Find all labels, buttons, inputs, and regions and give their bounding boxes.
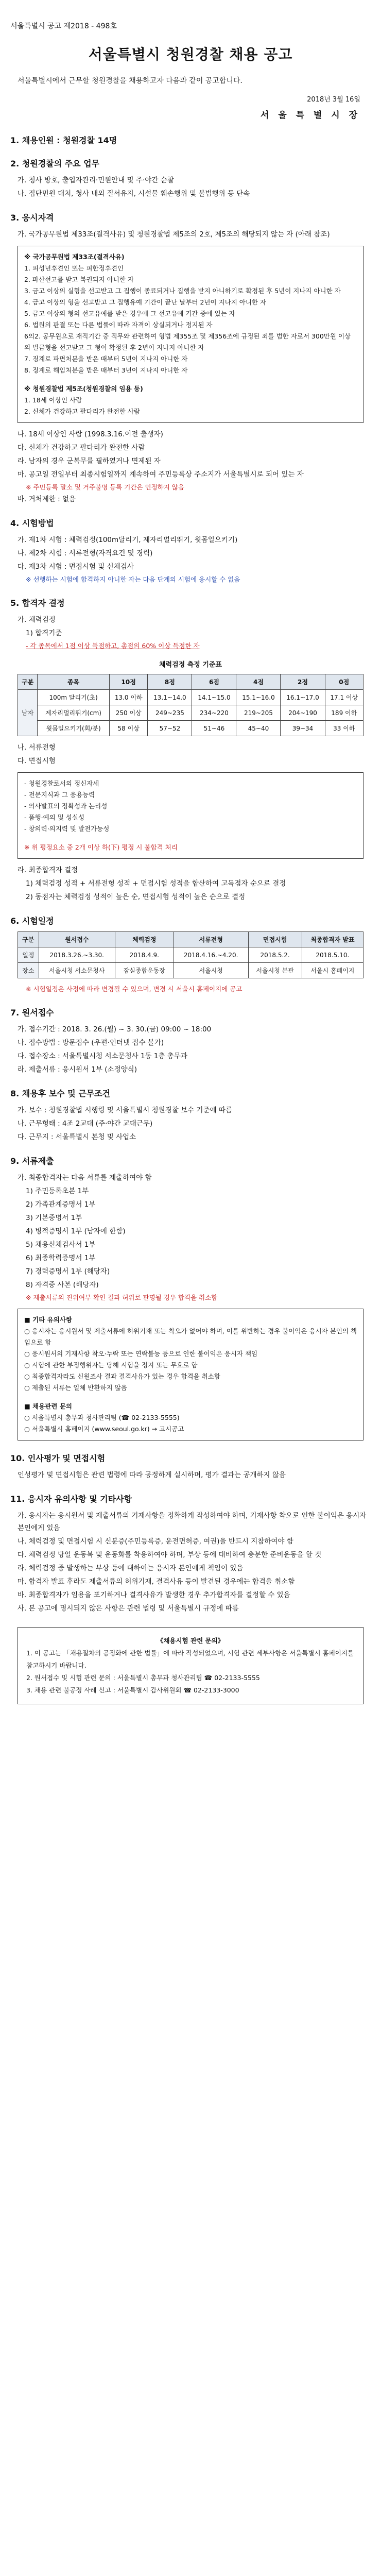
qualification-line: 마. 공고일 전일부터 최종시험일까지 계속하여 주민등록상 주소지가 서울특별시로 되어 있는 자 bbox=[18, 470, 304, 479]
disqualification-box bbox=[18, 246, 363, 423]
exam-method-line: 가. 제1차 시험 : 체력검정(100m달리기, 제자리멀리뛰기, 윗몸일으키기) bbox=[18, 536, 238, 544]
table-header: 면접시험 bbox=[248, 932, 302, 947]
pass-item: 가. 체력검정 bbox=[18, 616, 56, 624]
pass-item: 다. 면접시험 bbox=[18, 757, 56, 765]
criteria-line: - 의사발표의 정확성과 논리성 bbox=[24, 802, 108, 810]
fitness-table bbox=[18, 674, 363, 736]
caution-line: 바. 최종합격자가 임용을 포기하거나 결격사유가 발생한 경우 추가합격자를 결정할 수 있음 bbox=[18, 1591, 290, 1599]
qualification-line: 나. 18세 이상인 사람 (1998.3.16.이전 출생자) bbox=[18, 430, 163, 438]
page-title: 서울특별시 청원경찰 채용 공고 bbox=[88, 46, 293, 63]
document-line: 4) 병적증명서 1부 (남자에 한함) bbox=[26, 1227, 126, 1235]
section-2-heading: 2. 청원경찰의 주요 업무 bbox=[10, 159, 100, 168]
contact-title: 《채용시험 관련 문의》 bbox=[157, 1637, 224, 1645]
table-cell: 100m 달리기(초) bbox=[38, 690, 110, 705]
section-8-heading: 8. 채용후 보수 및 근무조건 bbox=[10, 1089, 111, 1098]
caution-line: 가. 응시자는 응시원서 및 제출서류의 기재사항을 정확하게 작성하여야 하며, 기재사항 착오로 인한 불이익은 응시자 본인에게 있음 bbox=[18, 1512, 367, 1532]
section-11-heading: 11. 응시자 유의사항 및 기타사항 bbox=[10, 1494, 132, 1504]
table-cell: 서울시청 서소문청사 bbox=[39, 963, 115, 978]
criteria-line: - 창의력·의지력 및 발전가능성 bbox=[24, 825, 110, 833]
table-header: 2점 bbox=[281, 674, 325, 690]
table-header: 서류전형 bbox=[174, 932, 248, 947]
table-row bbox=[18, 690, 363, 705]
table-cell: 219~205 bbox=[236, 705, 281, 721]
exam-method-note: ※ 선행하는 시험에 합격하지 아니한 자는 다음 단계의 시험에 응시할 수 없음 bbox=[26, 575, 240, 583]
table-cell: 15.1~16.0 bbox=[236, 690, 281, 705]
caution-line: 마. 합격자 발표 후라도 제출서류의 허위기재, 결격사유 등이 발견된 경우에는 합격을 취소함 bbox=[18, 1578, 295, 1586]
table-cell: 잠실종합운동장 bbox=[115, 963, 174, 978]
document-line: 7) 경력증명서 1부 (해당자) bbox=[26, 1267, 110, 1276]
duty-line: 가. 청사 방호, 출입자관리·민원안내 및 주·야간 순찰 bbox=[18, 176, 174, 184]
table-header: 8점 bbox=[148, 674, 192, 690]
table-cell: 189 이하 bbox=[325, 705, 363, 721]
box-title: ※ 국가공무원법 제33조(결격사유) bbox=[24, 253, 125, 261]
pass-criteria: - 각 종목에서 1점 이상 득점하고, 총점의 60% 이상 득점한 자 bbox=[26, 642, 200, 650]
interview-criteria-box bbox=[18, 772, 363, 859]
box-line: ○ 응시자는 응시원서 및 제출서류에 허위기재 또는 착오가 없어야 하며, 이를 위반하는 경우 불이익은 응시자 본인의 책임으로 함 bbox=[24, 1327, 357, 1346]
section-3-heading: 3. 응시자격 bbox=[10, 213, 54, 223]
fitness-table-title: 체력검정 측정 기준표 bbox=[159, 661, 222, 669]
box-line: 1. 피성년후견인 또는 피한정후견인 bbox=[24, 264, 124, 272]
table-row bbox=[18, 705, 363, 721]
contact-box bbox=[18, 1627, 363, 1704]
caution-line: 사. 본 공고에 명시되지 않은 사항은 관련 법령 및 서울특별시 규정에 따름 bbox=[18, 1604, 239, 1613]
table-cell: 서울시 홈페이지 bbox=[302, 963, 363, 978]
document-line: 1) 주민등록초본 1부 bbox=[26, 1187, 89, 1195]
duty-line: 나. 집단민원 대처, 청사 내외 질서유지, 시설물 훼손행위 및 불법행위 등 단속 bbox=[18, 190, 250, 198]
box-line: 2. 신체가 건강하고 팔다리가 완전한 사람 bbox=[24, 408, 140, 415]
contact-line: 2. 원서접수 및 시험 관련 문의 : 서울특별시 총무과 청사관리팀 ☎ 02-2133-5555 bbox=[26, 1674, 260, 1682]
document-line: 6) 최종학력증명서 1부 bbox=[26, 1254, 96, 1262]
table-cell: 249~235 bbox=[148, 705, 192, 721]
table-cell: 17.1 이상 bbox=[325, 690, 363, 705]
table-cell: 서울시청 본관 bbox=[248, 963, 302, 978]
table-cell: 58 이상 bbox=[109, 721, 147, 736]
box-title: ■ 채용관련 문의 bbox=[24, 1402, 72, 1410]
exam-method-line: 나. 제2차 시험 : 서류전형(자격요건 및 경력) bbox=[18, 549, 153, 557]
application-line: 라. 제출서류 : 응시원서 1부 (소정양식) bbox=[18, 1065, 137, 1074]
table-cell: 2018.4.16.~4.20. bbox=[174, 947, 248, 963]
qualification-line: 가. 국가공무원법 제33조(결격사유) 및 청원경찰법 제5조의 2호, 제5조의 해당되지 않는 자 (아래 참조) bbox=[18, 230, 330, 239]
box-line: ○ 응시원서의 기재사항 착오·누락 또는 연락불능 등으로 인한 불이익은 응시자 책임 bbox=[24, 1350, 258, 1358]
final-pass-line: 1) 체력검정 성적 + 서류전형 성적 + 면접시험 성적을 합산하여 고득점자 순으로 결정 bbox=[26, 879, 286, 888]
caution-line: 나. 체력검정 및 면접시험 시 신분증(주민등록증, 운전면허증, 여권)을 반드시 지참하여야 함 bbox=[18, 1537, 293, 1546]
table-cell: 장소 bbox=[18, 963, 39, 978]
application-line: 다. 접수장소 : 서울특별시청 서소문청사 1동 1층 총무과 bbox=[18, 1052, 187, 1060]
table-cell: 250 이상 bbox=[109, 705, 147, 721]
box-title: ■ 기타 유의사항 bbox=[24, 1316, 72, 1324]
box-line: 8. 징계로 해임처분을 받은 때부터 3년이 지나지 아니한 자 bbox=[24, 366, 188, 374]
caution-line: 라. 체력검정 중 발생하는 부상 등에 대하여는 응시자 본인에게 책임이 있음 bbox=[18, 1564, 244, 1572]
condition-line: 나. 근무형태 : 4조 2교대 (주·야간 교대근무) bbox=[18, 1120, 153, 1128]
pass-item: 라. 최종합격자 결정 bbox=[18, 866, 78, 874]
section-6-heading: 6. 시험일정 bbox=[10, 916, 54, 926]
table-header: 0점 bbox=[325, 674, 363, 690]
table-cell: 45~40 bbox=[236, 721, 281, 736]
document-line: 2) 가족관계증명서 1부 bbox=[26, 1200, 96, 1209]
table-cell: 39~34 bbox=[281, 721, 325, 736]
table-cell: 13.1~14.0 bbox=[148, 690, 192, 705]
table-header: 종목 bbox=[38, 674, 110, 690]
table-header: 체력검정 bbox=[115, 932, 174, 947]
box-line: 6의2. 공무원으로 재직기간 중 직무와 관련하여 형법 제355조 및 제356조에 규정된 죄를 범한 자로서 300만원 이상의 벌금형을 선고받고 그 형이 확정된 후 2년이 지나지 아니한 자 bbox=[24, 332, 351, 351]
criteria-line: - 청원경찰로서의 정신자세 bbox=[24, 779, 99, 787]
table-cell: 2018.3.26.~3.30. bbox=[39, 947, 115, 963]
table-cell: 204~190 bbox=[281, 705, 325, 721]
box-line: ○ 최종합격자라도 신원조사 결과 결격사유가 있는 경우 합격을 취소함 bbox=[24, 1372, 220, 1380]
intro-text: 서울특별시에서 근무할 청원경찰을 채용하고자 다음과 같이 공고합니다. bbox=[18, 77, 243, 85]
condition-line: 다. 근무지 : 서울특별시 본청 및 사업소 bbox=[18, 1133, 136, 1141]
table-cell: 2018.4.9. bbox=[115, 947, 174, 963]
contact-line: 3. 채용 관련 불공정 사례 신고 : 서울특별시 감사위원회 ☎ 02-2133-3000 bbox=[26, 1686, 239, 1694]
issuer: 서 울 특 별 시 장 bbox=[260, 110, 360, 121]
table-header: 원서접수 bbox=[39, 932, 115, 947]
document-line: 3) 기본증명서 1부 bbox=[26, 1214, 82, 1222]
schedule-note: ※ 시험일정은 사정에 따라 변경될 수 있으며, 변경 시 서울시 홈페이지에 공고 bbox=[26, 985, 243, 993]
box-line: 7. 징계로 파면처분을 받은 때부터 5년이 지나지 아니한 자 bbox=[24, 355, 188, 363]
table-row bbox=[18, 947, 363, 963]
residence-note: ※ 주민등록 말소 및 거주불명 등록 기간은 인정하지 않음 bbox=[26, 483, 184, 491]
notice-page bbox=[10, 0, 371, 1704]
table-cell: 남자 bbox=[18, 690, 38, 736]
box-line: 2. 파산선고를 받고 복권되지 아니한 자 bbox=[24, 276, 134, 283]
table-cell: 57~52 bbox=[148, 721, 192, 736]
box-line: 1. 18세 이상인 사람 bbox=[24, 396, 82, 404]
table-cell: 2018.5.2. bbox=[248, 947, 302, 963]
fitness-table-wrap bbox=[18, 674, 363, 736]
box-line: ○ 서울특별시 총무과 청사관리팀 (☎ 02-2133-5555) bbox=[24, 1414, 180, 1421]
section-7-heading: 7. 원서접수 bbox=[10, 1008, 54, 1018]
table-header: 구분 bbox=[18, 674, 38, 690]
table-row bbox=[18, 721, 363, 736]
pass-item: 1) 합격기준 bbox=[26, 629, 62, 637]
schedule-table-wrap bbox=[18, 931, 363, 978]
notice-date: 2018년 3월 16일 bbox=[307, 96, 360, 104]
section-9-heading: 9. 서류제출 bbox=[10, 1156, 54, 1166]
qualification-line: 바. 거처제한 : 없음 bbox=[18, 495, 76, 503]
table-cell: 제자리멀리뛰기(cm) bbox=[38, 705, 110, 721]
table-cell: 33 이하 bbox=[325, 721, 363, 736]
table-cell: 14.1~15.0 bbox=[192, 690, 236, 705]
table-cell: 2018.5.10. bbox=[302, 947, 363, 963]
schedule-table bbox=[18, 931, 363, 978]
section-10-heading: 10. 인사평가 및 면접시험 bbox=[10, 1453, 106, 1463]
table-row bbox=[18, 963, 363, 978]
box-line: 4. 금고 이상의 형을 선고받고 그 집행유예 기간이 끝난 날부터 2년이 지나지 아니한 자 bbox=[24, 298, 267, 306]
box-title: ※ 청원경찰법 제5조(청원경찰의 임용 등) bbox=[24, 385, 143, 393]
document-note: ※ 제출서류의 진위여부 확인 결과 허위로 판명될 경우 합격을 취소함 bbox=[26, 1294, 218, 1301]
criteria-line: - 품행·예의 및 성실성 bbox=[24, 814, 85, 821]
notice-box bbox=[18, 1309, 363, 1440]
table-cell: 13.0 이하 bbox=[109, 690, 147, 705]
table-cell: 서울시청 bbox=[174, 963, 248, 978]
table-cell: 윗몸일으키기(회/분) bbox=[38, 721, 110, 736]
pass-item: 나. 서류전형 bbox=[18, 743, 56, 752]
condition-line: 가. 보수 : 청원경찰법 시행령 및 서울특별시 청원경찰 보수 기준에 따름 bbox=[18, 1106, 232, 1114]
criteria-line: - 전문지식과 그 응용능력 bbox=[24, 791, 95, 799]
table-cell: 51~46 bbox=[192, 721, 236, 736]
document-line: 5) 채용신체검사서 1부 bbox=[26, 1241, 96, 1249]
section-5-heading: 5. 합격자 결정 bbox=[10, 598, 65, 608]
table-header: 최종합격자 발표 bbox=[302, 932, 363, 947]
box-line: 6. 법원의 판결 또는 다른 법률에 따라 자격이 상실되거나 정지된 자 bbox=[24, 321, 213, 329]
table-header: 4점 bbox=[236, 674, 281, 690]
section-4-heading: 4. 시험방법 bbox=[10, 518, 54, 528]
document-line: 8) 자격증 사본 (해당자) bbox=[26, 1281, 99, 1289]
final-pass-line: 2) 동점자는 체력검정 성적이 높은 순, 면접시험 성적이 높은 순으로 결정 bbox=[26, 893, 246, 901]
notice-number: 서울특별시 공고 제2018 - 498호 bbox=[10, 22, 117, 30]
caution-line: 다. 체력검정 당일 운동복 및 운동화를 착용하여야 하며, 부상 등에 대비하여 충분한 준비운동을 할 것 bbox=[18, 1551, 322, 1559]
application-line: 가. 접수기간 : 2018. 3. 26.(월) ~ 3. 30.(금) 09:00 ~ 18:00 bbox=[18, 1025, 212, 1033]
box-line: ○ 시험에 관한 부정행위자는 당해 시험을 정지 또는 무효로 함 bbox=[24, 1361, 198, 1369]
box-line: 5. 금고 이상의 형의 선고유예를 받은 경우에 그 선고유예 기간 중에 있는 자 bbox=[24, 310, 235, 317]
box-line: ○ 제출된 서류는 일체 반환하지 않음 bbox=[24, 1384, 127, 1392]
table-header: 10점 bbox=[109, 674, 147, 690]
contact-line: 1. 이 공고는 「채용절차의 공정화에 관한 법률」에 따라 작성되었으며, 시험 관련 세부사항은 서울특별시 홈페이지를 참고하시기 바랍니다. bbox=[26, 1649, 354, 1669]
box-line: ○ 서울특별시 홈페이지 (www.seoul.go.kr) → 고시공고 bbox=[24, 1425, 184, 1433]
table-header: 구분 bbox=[18, 932, 39, 947]
exam-method-line: 다. 제3차 시험 : 면접시험 및 신체검사 bbox=[18, 563, 134, 571]
qualification-line: 다. 신체가 건강하고 팔다리가 완전한 사람 bbox=[18, 444, 145, 452]
qualification-line: 라. 남자의 경우 군복무를 필하였거나 면제된 자 bbox=[18, 457, 161, 465]
criteria-note: ※ 위 평정요소 중 2개 이상 하(下) 평정 시 불합격 처리 bbox=[24, 843, 178, 851]
application-line: 나. 접수방법 : 방문접수 (우편·인터넷 접수 불가) bbox=[18, 1039, 164, 1047]
table-cell: 일정 bbox=[18, 947, 39, 963]
document-line: 가. 최종합격자는 다음 서류를 제출하여야 함 bbox=[18, 1174, 152, 1182]
box-line: 3. 금고 이상의 실형을 선고받고 그 집행이 종료되거나 집행을 받지 아니하기로 확정된 후 5년이 지나지 아니한 자 bbox=[24, 287, 341, 295]
table-cell: 16.1~17.0 bbox=[281, 690, 325, 705]
section-1-heading: 1. 채용인원 : 청원경찰 14명 bbox=[10, 135, 117, 145]
table-cell: 234~220 bbox=[192, 705, 236, 721]
table-header: 6점 bbox=[192, 674, 236, 690]
evaluation-line: 인성평가 및 면접시험은 관련 법령에 따라 공정하게 실시하며, 평가 결과는 공개하지 않음 bbox=[18, 1471, 286, 1479]
